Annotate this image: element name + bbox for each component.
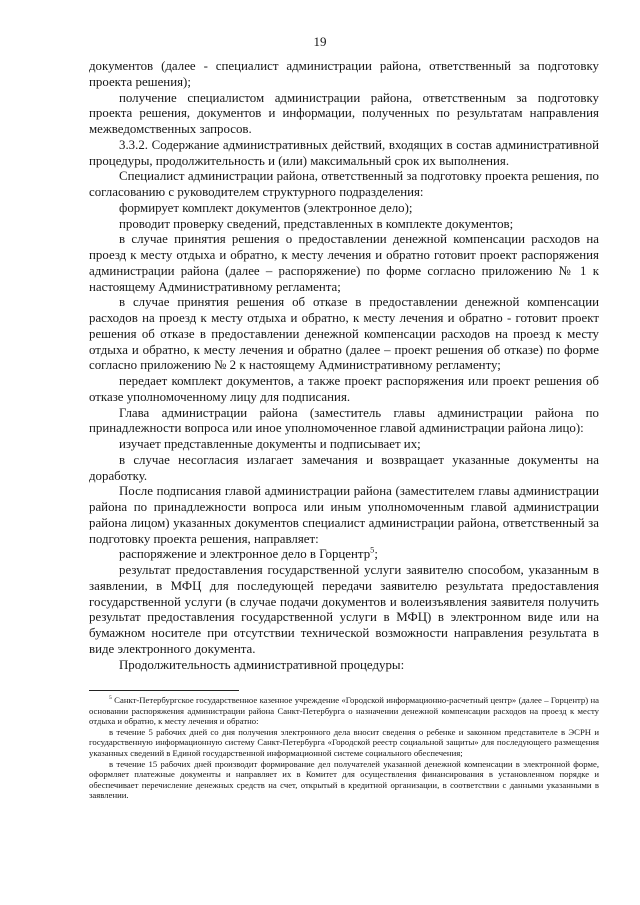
list-item: результат предоставления государственной услуги заявителю способом, указанным в заявлении, в МФЦ для последующей передачи заявителю результата предоставления государственной услуги (в случае подачи документов и волеизъявления заявителя получить результат предоставления государственной услуги в МФЦ) в электронном виде или на бумажном носителе при отсутствии технической возможности направления результата в виде электронного документа. [89, 563, 599, 656]
footnote-reference[interactable]: 5 [370, 545, 375, 555]
paragraph: Специалист администрации района, ответственный за подготовку проекта решения, по согласованию с руководителем структурного подразделения: [89, 169, 599, 199]
footnote-item: в течение 5 рабочих дней со дня получения электронного дела вносит сведения о ребенке и законном представителе в ЭСРН и государственную информационную систему Санкт-Петербурга «Городской реестр социальной защиты» для последующего размещения указанных сведений в Единой государственной информационной системе социального обеспечения; [89, 726, 599, 758]
footnote-mark: 5 [109, 695, 112, 702]
list-item: изучает представленные документы и подписывает их; [119, 437, 421, 451]
footnote-separator [89, 690, 239, 691]
paragraph: получение специалистом администрации района, ответственным за подготовку проекта решения, документов и информации, полученных по результатам направления межведомственных запросов. [89, 90, 599, 136]
section-heading-3-3-2: 3.3.2. Содержание административных действий, входящих в состав административной процедуры, продолжительность и (или) максимальный срок их выполнения. [89, 137, 599, 168]
paragraph: документов (далее - специалист администрации района, ответственный за подготовку проекта решения); [89, 59, 599, 89]
list-item-text: распоряжение и электронное дело в Горцентр [119, 547, 371, 562]
list-item-suffix: ; [374, 547, 378, 562]
list-item: в случае несогласия излагает замечания и возвращает указанные документы на доработку. [89, 452, 599, 483]
list-item: формирует комплект документов (электронное дело); [119, 200, 413, 215]
footnote-lead [89, 695, 599, 727]
footnotes [89, 695, 599, 801]
document-body [89, 59, 599, 673]
list-item: в случае принятия решения об отказе в предоставлении денежной компенсации расходов на проезд к месту отдыха и обратно, к месту лечения и обратно - готовит проект решения об отказе в предоставлении денежной компенсации расходов на проезд к месту отдыха и обратно, к месту лечения и обратно (далее – проект решения об отказе) по форме согласно приложению № 2 к настоящему Административному регламенту; [89, 295, 599, 373]
paragraph: После подписания главой администрации района (заместителем главы администрации района по принадлежности вопроса или иным уполномоченным главой администрации района лицом) указанных документов специалист администрации района, ответственный за подготовку проекта решения, направляет: [89, 484, 599, 546]
footnote-lead-text: Санкт-Петербургское государственное казенное учреждение «Городской информационно-расчетный центр» (далее – Горцентр) на основании распоряжения администрации района Санкт-Петербурга о назначении денежной компенсации расходов на проезд к месту отдыха и обратно, к месту лечения и обратно: [89, 695, 599, 727]
list-item: передает комплект документов, а также проект распоряжения или проект решения об отказе уполномоченному лицу для подписания. [89, 374, 599, 404]
list-item: в случае принятия решения о предоставлении денежной компенсации расходов на проезд к месту отдыха и обратно, к месту лечения и обратно готовит проект распоряжения администрации района (далее – распоряжение) по форме согласно приложению № 1 к настоящему Административному регламента; [89, 232, 599, 294]
paragraph: Продолжительность административной процедуры: [119, 657, 405, 672]
paragraph: Глава администрации района (заместитель главы администрации района по принадлежности вопроса или иное уполномоченное главой администрации района лицо): [89, 405, 599, 436]
page-number: 19 [313, 34, 327, 49]
list-item-gorcentr [89, 547, 599, 563]
list-item: проводит проверку сведений, представленных в комплекте документов; [119, 216, 514, 231]
footnote-item: в течение 15 рабочих дней производит формирование дел получателей указанной денежной компенсации в электронной форме, оформляет платежные документы и направляет их в Комитет для осуществления финансирования в установленном порядке и обеспечивает перечисление денежных средств на счет, открытый в кредитной организации, в соответствии с данными указанными в заявлении. [89, 758, 599, 801]
